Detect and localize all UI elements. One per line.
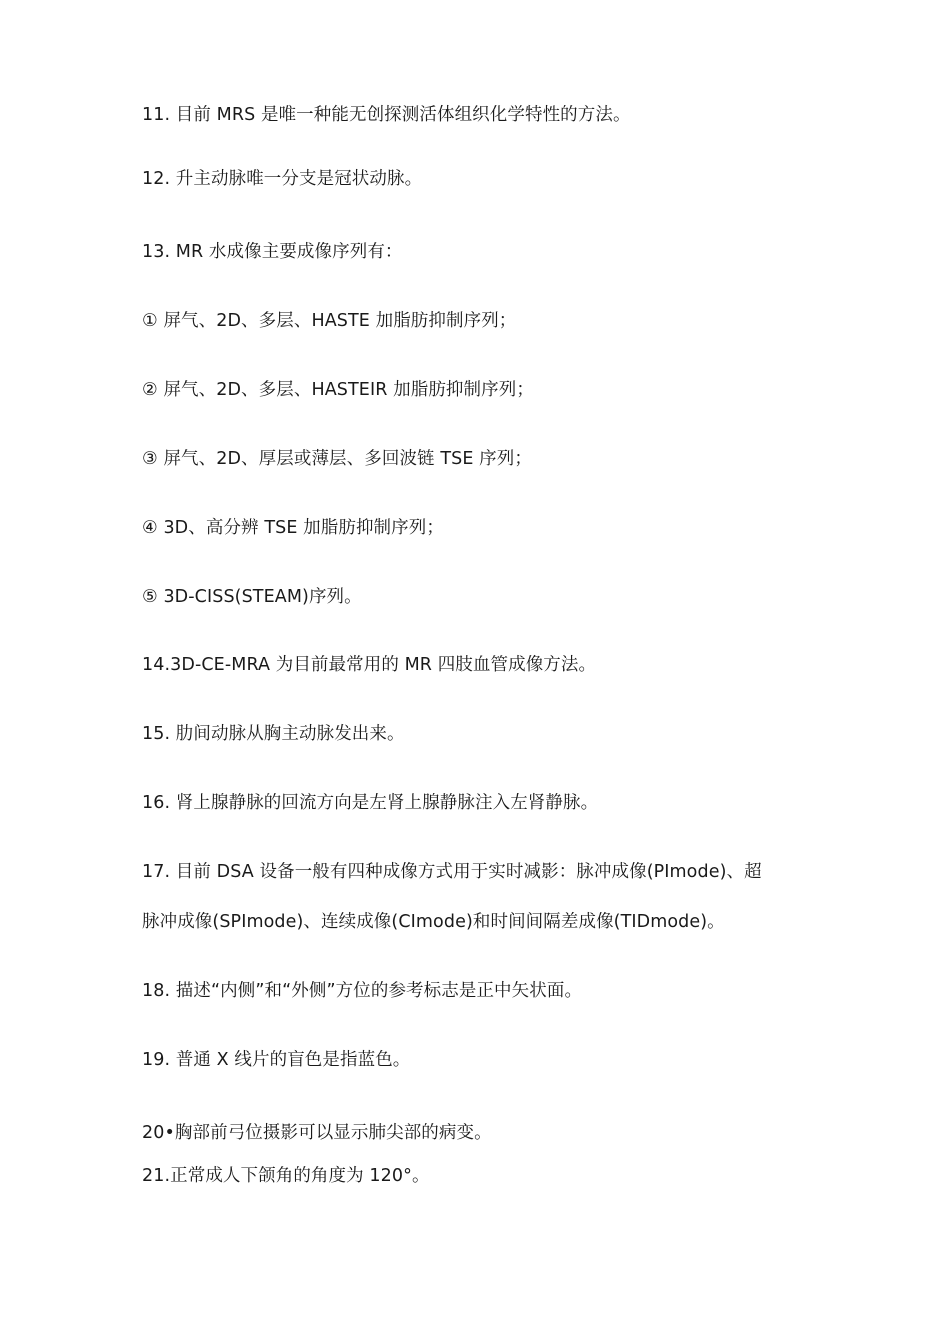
text-line-15: 15. 肋间动脉从胸主动脉发出来。 — [142, 724, 405, 744]
text-line-11: 11. 目前 MRS 是唯一种能无创探测活体组织化学特性的方法。 — [142, 105, 631, 125]
text-line-17-continued: 脉冲成像(SPImode)、连续成像(CImode)和时间间隔差成像(TIDmode)。 — [142, 912, 725, 932]
text-line-17: 17. 目前 DSA 设备一般有四种成像方式用于实时减影：脉冲成像(PImode)、超 — [142, 862, 762, 882]
text-line-20: 20•胸部前弓位摄影可以显示肺尖部的病变。 — [142, 1123, 492, 1143]
list-item-5: ⑤ 3D-CISS(STEAM)序列。 — [142, 587, 362, 607]
text-line-16: 16. 肾上腺静脉的回流方向是左肾上腺静脉注入左肾静脉。 — [142, 793, 599, 813]
list-item-2: ② 屏气、2D、多层、HASTEIR 加脂肪抑制序列； — [142, 380, 534, 400]
text-line-21: 21.正常成人下颌角的角度为 120°。 — [142, 1166, 430, 1186]
list-item-4: ④ 3D、高分辨 TSE 加脂肪抑制序列； — [142, 518, 444, 538]
text-line-13: 13. MR 水成像主要成像序列有： — [142, 242, 403, 262]
text-line-18: 18. 描述“内侧”和“外侧”方位的参考标志是正中矢状面。 — [142, 981, 583, 1001]
text-line-14: 14.3D-CE-MRA 为目前最常用的 MR 四肢血管成像方法。 — [142, 655, 597, 675]
list-item-3: ③ 屏气、2D、厚层或薄层、多回波链 TSE 序列； — [142, 449, 532, 469]
text-line-19: 19. 普通 X 线片的盲色是指蓝色。 — [142, 1050, 411, 1070]
text-line-12: 12. 升主动脉唯一分支是冠状动脉。 — [142, 169, 423, 189]
list-item-1: ① 屏气、2D、多层、HASTE 加脂肪抑制序列； — [142, 311, 517, 331]
